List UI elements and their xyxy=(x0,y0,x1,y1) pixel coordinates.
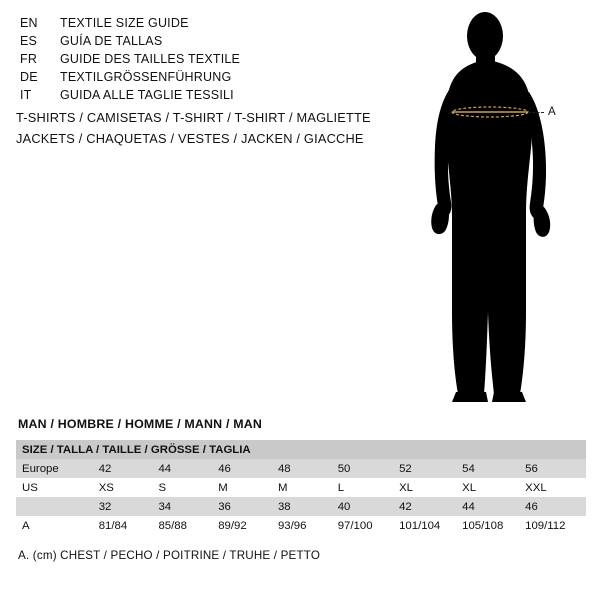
cell: 105/108 xyxy=(460,516,523,535)
language-text: GUÍA DE TALLAS xyxy=(60,34,163,48)
cell: 54 xyxy=(460,459,523,478)
language-code: DE xyxy=(20,70,38,84)
cell: S xyxy=(156,478,216,497)
table-header-label: SIZE / TALLA / TAILLE / GRÖSSE / TAGLIA xyxy=(16,440,586,459)
language-row xyxy=(20,52,420,70)
cell: 44 xyxy=(156,459,216,478)
silhouette-body xyxy=(431,12,550,402)
male-silhouette-figure xyxy=(418,12,593,402)
row-label: A xyxy=(16,516,97,535)
table-header-row xyxy=(16,440,586,459)
cell: M xyxy=(276,478,336,497)
table-row xyxy=(16,478,586,497)
cell: 34 xyxy=(156,497,216,516)
cell: 93/96 xyxy=(276,516,336,535)
language-code: EN xyxy=(20,16,38,30)
cell: XS xyxy=(97,478,157,497)
language-code: IT xyxy=(20,88,32,102)
cell: 42 xyxy=(97,459,157,478)
language-text: GUIDE DES TAILLES TEXTILE xyxy=(60,52,241,66)
cell: 36 xyxy=(216,497,276,516)
row-label: US xyxy=(16,478,97,497)
cell: 50 xyxy=(336,459,397,478)
language-text: TEXTILE SIZE GUIDE xyxy=(60,16,189,30)
category-list xyxy=(16,110,436,152)
footnote: A. (cm) CHEST / PECHO / POITRINE / TRUHE / PETTO xyxy=(18,549,321,562)
measure-leader-line xyxy=(528,112,544,113)
language-row xyxy=(20,16,420,34)
language-text: GUIDA ALLE TAGLIE TESSILI xyxy=(60,88,234,102)
language-row xyxy=(20,34,420,52)
measure-label-a: A xyxy=(548,106,556,118)
language-row xyxy=(20,70,420,88)
cell: 109/112 xyxy=(523,516,586,535)
table-section-title: MAN / HOMBRE / HOMME / MANN / MAN xyxy=(18,417,263,431)
row-label: Europe xyxy=(16,459,97,478)
cell: 97/100 xyxy=(336,516,397,535)
category-jackets: JACKETS / CHAQUETAS / VESTES / JACKEN / GIACCHE xyxy=(16,131,364,146)
size-table xyxy=(16,440,586,535)
cell: 56 xyxy=(523,459,586,478)
language-code: ES xyxy=(20,34,38,48)
language-list xyxy=(20,16,420,106)
cell: L xyxy=(336,478,397,497)
cell: 46 xyxy=(216,459,276,478)
cell: 101/104 xyxy=(397,516,460,535)
cell: 32 xyxy=(97,497,157,516)
row-label xyxy=(16,497,97,516)
cell: 52 xyxy=(397,459,460,478)
table-row xyxy=(16,497,586,516)
cell: 48 xyxy=(276,459,336,478)
cell: 38 xyxy=(276,497,336,516)
language-text: TEXTILGRÖSSENFÜHRUNG xyxy=(60,70,232,84)
table-row xyxy=(16,459,586,478)
cell: 85/88 xyxy=(156,516,216,535)
table-row xyxy=(16,516,586,535)
cell: M xyxy=(216,478,276,497)
cell: 40 xyxy=(336,497,397,516)
cell: 42 xyxy=(397,497,460,516)
cell: XL xyxy=(460,478,523,497)
cell: 46 xyxy=(523,497,586,516)
language-row xyxy=(20,88,420,106)
category-tshirts: T-SHIRTS / CAMISETAS / T-SHIRT / T-SHIRT / MAGLIETTE xyxy=(16,110,371,125)
cell: XL xyxy=(397,478,460,497)
cell: 81/84 xyxy=(97,516,157,535)
language-code: FR xyxy=(20,52,38,66)
cell: XXL xyxy=(523,478,586,497)
cell: 89/92 xyxy=(216,516,276,535)
cell: 44 xyxy=(460,497,523,516)
